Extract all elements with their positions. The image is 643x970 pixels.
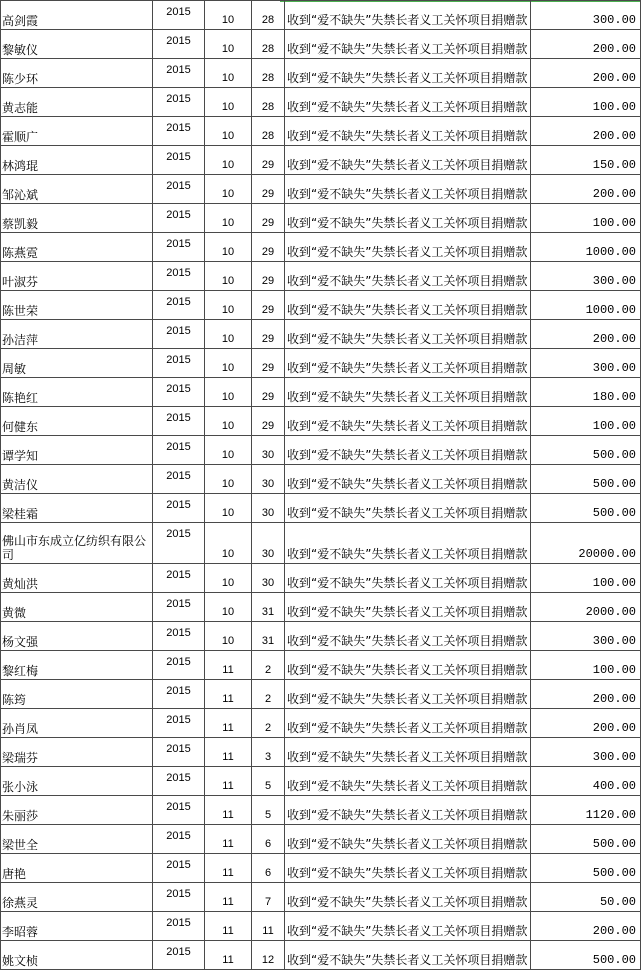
day-cell[interactable]: 29: [252, 378, 285, 407]
table-row: [1, 465, 641, 494]
year-cell[interactable]: 2015: [153, 593, 205, 622]
table-row: [1, 59, 641, 88]
description-cell[interactable]: 收到“爱不缺失”失禁长者义工关怀项目捐赠款: [285, 912, 531, 941]
description-cell[interactable]: 收到“爱不缺失”失禁长者义工关怀项目捐赠款: [285, 146, 531, 175]
description-cell[interactable]: 收到“爱不缺失”失禁长者义工关怀项目捐赠款: [285, 494, 531, 523]
day-cell[interactable]: 31: [252, 622, 285, 651]
donor-name-cell[interactable]: 孙洁萍: [1, 320, 153, 349]
description-cell[interactable]: 收到“爱不缺失”失禁长者义工关怀项目捐赠款: [285, 767, 531, 796]
month-cell[interactable]: 10: [205, 378, 252, 407]
day-cell[interactable]: 30: [252, 494, 285, 523]
year-cell[interactable]: 2015: [153, 465, 205, 494]
table-row: [1, 825, 641, 854]
donor-name-cell[interactable]: 杨文强: [1, 622, 153, 651]
year-cell[interactable]: 2015: [153, 709, 205, 738]
amount-cell[interactable]: 200.00: [531, 709, 641, 738]
year-cell[interactable]: 2015: [153, 59, 205, 88]
table-row: [1, 436, 641, 465]
day-cell[interactable]: 29: [252, 320, 285, 349]
month-cell[interactable]: 10: [205, 1, 252, 30]
day-cell[interactable]: 30: [252, 564, 285, 593]
month-cell[interactable]: 11: [205, 680, 252, 709]
amount-cell[interactable]: 50.00: [531, 883, 641, 912]
amount-cell[interactable]: 200.00: [531, 320, 641, 349]
month-cell[interactable]: 11: [205, 738, 252, 767]
day-cell[interactable]: 2: [252, 709, 285, 738]
table-row: [1, 262, 641, 291]
description-cell[interactable]: 收到“爱不缺失”失禁长者义工关怀项目捐赠款: [285, 564, 531, 593]
donation-table-body: [1, 1, 641, 970]
donor-name-cell[interactable]: 黄微: [1, 593, 153, 622]
donor-name-cell[interactable]: 高剑霞: [1, 1, 153, 30]
amount-cell[interactable]: 100.00: [531, 407, 641, 436]
year-cell[interactable]: 2015: [153, 941, 205, 970]
month-cell[interactable]: 11: [205, 767, 252, 796]
year-cell[interactable]: 2015: [153, 680, 205, 709]
description-cell[interactable]: 收到“爱不缺失”失禁长者义工关怀项目捐赠款: [285, 465, 531, 494]
month-cell[interactable]: 11: [205, 912, 252, 941]
amount-cell[interactable]: 200.00: [531, 175, 641, 204]
day-cell[interactable]: 5: [252, 796, 285, 825]
table-row: [1, 767, 641, 796]
month-cell[interactable]: 10: [205, 175, 252, 204]
year-cell[interactable]: 2015: [153, 825, 205, 854]
amount-cell[interactable]: 100.00: [531, 88, 641, 117]
donor-name-cell[interactable]: 唐艳: [1, 854, 153, 883]
donor-name-cell[interactable]: 徐燕灵: [1, 883, 153, 912]
day-cell[interactable]: 3: [252, 738, 285, 767]
donor-name-cell[interactable]: 黄洁仪: [1, 465, 153, 494]
year-cell[interactable]: 2015: [153, 883, 205, 912]
amount-cell[interactable]: 500.00: [531, 854, 641, 883]
year-cell[interactable]: 2015: [153, 349, 205, 378]
month-cell[interactable]: 10: [205, 233, 252, 262]
donor-name-cell[interactable]: 张小泳: [1, 767, 153, 796]
year-cell[interactable]: 2015: [153, 378, 205, 407]
description-cell[interactable]: 收到“爱不缺失”失禁长者义工关怀项目捐赠款: [285, 680, 531, 709]
table-row: [1, 233, 641, 262]
day-cell[interactable]: 6: [252, 825, 285, 854]
day-cell[interactable]: 28: [252, 88, 285, 117]
table-row: [1, 680, 641, 709]
donor-name-cell[interactable]: 黄志能: [1, 88, 153, 117]
table-row: [1, 738, 641, 767]
donor-name-cell[interactable]: 周敏: [1, 349, 153, 378]
description-cell[interactable]: 收到“爱不缺失”失禁长者义工关怀项目捐赠款: [285, 651, 531, 680]
amount-cell[interactable]: 150.00: [531, 146, 641, 175]
month-cell[interactable]: 11: [205, 651, 252, 680]
donor-name-cell[interactable]: 叶淑芬: [1, 262, 153, 291]
month-cell[interactable]: 10: [205, 593, 252, 622]
year-cell[interactable]: 2015: [153, 622, 205, 651]
day-cell[interactable]: 30: [252, 523, 285, 564]
donor-name-cell[interactable]: 陈艳红: [1, 378, 153, 407]
description-cell[interactable]: 收到“爱不缺失”失禁长者义工关怀项目捐赠款: [285, 854, 531, 883]
day-cell[interactable]: 6: [252, 854, 285, 883]
description-cell[interactable]: 收到“爱不缺失”失禁长者义工关怀项目捐赠款: [285, 622, 531, 651]
amount-cell[interactable]: 500.00: [531, 436, 641, 465]
month-cell[interactable]: 11: [205, 709, 252, 738]
amount-cell[interactable]: 2000.00: [531, 593, 641, 622]
year-cell[interactable]: 2015: [153, 854, 205, 883]
year-cell[interactable]: 2015: [153, 523, 205, 564]
year-cell[interactable]: 2015: [153, 175, 205, 204]
day-cell[interactable]: 2: [252, 680, 285, 709]
year-cell[interactable]: 2015: [153, 912, 205, 941]
table-row: [1, 796, 641, 825]
day-cell[interactable]: 29: [252, 407, 285, 436]
amount-cell[interactable]: 100.00: [531, 204, 641, 233]
donor-name-cell[interactable]: 黄灿洪: [1, 564, 153, 593]
amount-cell[interactable]: 20000.00: [531, 523, 641, 564]
description-cell[interactable]: 收到“爱不缺失”失禁长者义工关怀项目捐赠款: [285, 233, 531, 262]
day-cell[interactable]: 28: [252, 117, 285, 146]
table-row: [1, 175, 641, 204]
table-row: [1, 204, 641, 233]
donor-name-cell[interactable]: 梁瑞芬: [1, 738, 153, 767]
amount-cell[interactable]: 500.00: [531, 494, 641, 523]
amount-cell[interactable]: 100.00: [531, 564, 641, 593]
donor-name-cell[interactable]: 孙肖凤: [1, 709, 153, 738]
description-cell[interactable]: 收到“爱不缺失”失禁长者义工关怀项目捐赠款: [285, 59, 531, 88]
amount-cell[interactable]: 300.00: [531, 262, 641, 291]
year-cell[interactable]: 2015: [153, 233, 205, 262]
year-cell[interactable]: 2015: [153, 1, 205, 30]
month-cell[interactable]: 10: [205, 204, 252, 233]
donor-name-cell[interactable]: 佛山市东成立亿纺织有限公司: [1, 523, 153, 564]
description-cell[interactable]: 收到“爱不缺失”失禁长者义工关怀项目捐赠款: [285, 1, 531, 30]
month-cell[interactable]: 10: [205, 349, 252, 378]
month-cell[interactable]: 11: [205, 796, 252, 825]
month-cell[interactable]: 10: [205, 407, 252, 436]
year-cell[interactable]: 2015: [153, 738, 205, 767]
description-cell[interactable]: 收到“爱不缺失”失禁长者义工关怀项目捐赠款: [285, 320, 531, 349]
table-row: [1, 30, 641, 59]
description-cell[interactable]: 收到“爱不缺失”失禁长者义工关怀项目捐赠款: [285, 941, 531, 970]
month-cell[interactable]: 10: [205, 59, 252, 88]
day-cell[interactable]: 29: [252, 233, 285, 262]
month-cell[interactable]: 11: [205, 854, 252, 883]
day-cell[interactable]: 29: [252, 204, 285, 233]
description-cell[interactable]: 收到“爱不缺失”失禁长者义工关怀项目捐赠款: [285, 825, 531, 854]
amount-cell[interactable]: 300.00: [531, 738, 641, 767]
description-cell[interactable]: 收到“爱不缺失”失禁长者义工关怀项目捐赠款: [285, 738, 531, 767]
month-cell[interactable]: 11: [205, 941, 252, 970]
year-cell[interactable]: 2015: [153, 262, 205, 291]
table-row: [1, 146, 641, 175]
amount-cell[interactable]: 200.00: [531, 59, 641, 88]
day-cell[interactable]: 29: [252, 349, 285, 378]
day-cell[interactable]: 29: [252, 175, 285, 204]
donor-name-cell[interactable]: 李昭蓉: [1, 912, 153, 941]
donor-name-cell[interactable]: 陈燕霓: [1, 233, 153, 262]
amount-cell[interactable]: 1000.00: [531, 291, 641, 320]
donor-name-cell[interactable]: 朱丽莎: [1, 796, 153, 825]
table-row: [1, 117, 641, 146]
description-cell[interactable]: 收到“爱不缺失”失禁长者义工关怀项目捐赠款: [285, 378, 531, 407]
donor-name-cell[interactable]: 何健东: [1, 407, 153, 436]
table-row: [1, 912, 641, 941]
year-cell[interactable]: 2015: [153, 117, 205, 146]
donor-name-cell[interactable]: 邹沁斌: [1, 175, 153, 204]
donor-name-cell[interactable]: 黎红梅: [1, 651, 153, 680]
table-row: [1, 622, 641, 651]
month-cell[interactable]: 11: [205, 825, 252, 854]
donor-name-cell[interactable]: 梁世全: [1, 825, 153, 854]
description-cell[interactable]: 收到“爱不缺失”失禁长者义工关怀项目捐赠款: [285, 883, 531, 912]
month-cell[interactable]: 10: [205, 494, 252, 523]
year-cell[interactable]: 2015: [153, 88, 205, 117]
amount-cell[interactable]: 200.00: [531, 117, 641, 146]
donor-name-cell[interactable]: 陈世荣: [1, 291, 153, 320]
amount-cell[interactable]: 1000.00: [531, 233, 641, 262]
month-cell[interactable]: 10: [205, 436, 252, 465]
year-cell[interactable]: 2015: [153, 564, 205, 593]
year-cell[interactable]: 2015: [153, 320, 205, 349]
table-row: [1, 564, 641, 593]
day-cell[interactable]: 28: [252, 59, 285, 88]
donor-name-cell[interactable]: 霍顺广: [1, 117, 153, 146]
year-cell[interactable]: 2015: [153, 146, 205, 175]
day-cell[interactable]: 31: [252, 593, 285, 622]
year-cell[interactable]: 2015: [153, 767, 205, 796]
table-row: [1, 88, 641, 117]
description-cell[interactable]: 收到“爱不缺失”失禁长者义工关怀项目捐赠款: [285, 523, 531, 564]
month-cell[interactable]: 10: [205, 88, 252, 117]
year-cell[interactable]: 2015: [153, 494, 205, 523]
description-cell[interactable]: 收到“爱不缺失”失禁长者义工关怀项目捐赠款: [285, 593, 531, 622]
year-cell[interactable]: 2015: [153, 30, 205, 59]
description-cell[interactable]: 收到“爱不缺失”失禁长者义工关怀项目捐赠款: [285, 349, 531, 378]
table-row: [1, 883, 641, 912]
month-cell[interactable]: 10: [205, 262, 252, 291]
amount-cell[interactable]: 200.00: [531, 912, 641, 941]
day-cell[interactable]: 29: [252, 146, 285, 175]
amount-cell[interactable]: 500.00: [531, 465, 641, 494]
month-cell[interactable]: 10: [205, 465, 252, 494]
table-row: [1, 593, 641, 622]
amount-cell[interactable]: 300.00: [531, 349, 641, 378]
month-cell[interactable]: 10: [205, 117, 252, 146]
table-row: [1, 854, 641, 883]
amount-cell[interactable]: 180.00: [531, 378, 641, 407]
month-cell[interactable]: 10: [205, 622, 252, 651]
table-row: [1, 320, 641, 349]
year-cell[interactable]: 2015: [153, 796, 205, 825]
day-cell[interactable]: 29: [252, 291, 285, 320]
description-cell[interactable]: 收到“爱不缺失”失禁长者义工关怀项目捐赠款: [285, 407, 531, 436]
month-cell[interactable]: 10: [205, 291, 252, 320]
year-cell[interactable]: 2015: [153, 204, 205, 233]
donor-name-cell[interactable]: 蔡凯毅: [1, 204, 153, 233]
description-cell[interactable]: 收到“爱不缺失”失禁长者义工关怀项目捐赠款: [285, 175, 531, 204]
day-cell[interactable]: 28: [252, 1, 285, 30]
description-cell[interactable]: 收到“爱不缺失”失禁长者义工关怀项目捐赠款: [285, 262, 531, 291]
day-cell[interactable]: 30: [252, 465, 285, 494]
amount-cell[interactable]: 1120.00: [531, 796, 641, 825]
day-cell[interactable]: 5: [252, 767, 285, 796]
day-cell[interactable]: 28: [252, 30, 285, 59]
day-cell[interactable]: 29: [252, 262, 285, 291]
table-row: [1, 378, 641, 407]
donor-name-cell[interactable]: 陈筠: [1, 680, 153, 709]
year-cell[interactable]: 2015: [153, 291, 205, 320]
amount-cell[interactable]: 100.00: [531, 651, 641, 680]
amount-cell[interactable]: 300.00: [531, 1, 641, 30]
amount-cell[interactable]: 300.00: [531, 622, 641, 651]
donor-name-cell[interactable]: 梁桂霜: [1, 494, 153, 523]
description-cell[interactable]: 收到“爱不缺失”失禁长者义工关怀项目捐赠款: [285, 796, 531, 825]
description-cell[interactable]: 收到“爱不缺失”失禁长者义工关怀项目捐赠款: [285, 117, 531, 146]
description-cell[interactable]: 收到“爱不缺失”失禁长者义工关怀项目捐赠款: [285, 88, 531, 117]
year-cell[interactable]: 2015: [153, 407, 205, 436]
amount-cell[interactable]: 200.00: [531, 680, 641, 709]
month-cell[interactable]: 10: [205, 30, 252, 59]
table-row: [1, 349, 641, 378]
description-cell[interactable]: 收到“爱不缺失”失禁长者义工关怀项目捐赠款: [285, 291, 531, 320]
donor-name-cell[interactable]: 林鸿琨: [1, 146, 153, 175]
day-cell[interactable]: 2: [252, 651, 285, 680]
donor-name-cell[interactable]: 谭学知: [1, 436, 153, 465]
amount-cell[interactable]: 200.00: [531, 30, 641, 59]
year-cell[interactable]: 2015: [153, 436, 205, 465]
amount-cell[interactable]: 400.00: [531, 767, 641, 796]
day-cell[interactable]: 12: [252, 941, 285, 970]
donor-name-cell[interactable]: 黎敏仪: [1, 30, 153, 59]
table-row: [1, 651, 641, 680]
description-cell[interactable]: 收到“爱不缺失”失禁长者义工关怀项目捐赠款: [285, 436, 531, 465]
day-cell[interactable]: 11: [252, 912, 285, 941]
table-row: [1, 1, 641, 30]
day-cell[interactable]: 30: [252, 436, 285, 465]
table-row: [1, 941, 641, 970]
month-cell[interactable]: 10: [205, 564, 252, 593]
year-cell[interactable]: 2015: [153, 651, 205, 680]
month-cell[interactable]: 10: [205, 320, 252, 349]
month-cell[interactable]: 10: [205, 523, 252, 564]
description-cell[interactable]: 收到“爱不缺失”失禁长者义工关怀项目捐赠款: [285, 30, 531, 59]
donor-name-cell[interactable]: 陈少环: [1, 59, 153, 88]
amount-cell[interactable]: 500.00: [531, 941, 641, 970]
donor-name-cell[interactable]: 姚文桢: [1, 941, 153, 970]
description-cell[interactable]: 收到“爱不缺失”失禁长者义工关怀项目捐赠款: [285, 204, 531, 233]
day-cell[interactable]: 7: [252, 883, 285, 912]
table-row: [1, 523, 641, 564]
amount-cell[interactable]: 500.00: [531, 825, 641, 854]
table-row: [1, 709, 641, 738]
month-cell[interactable]: 11: [205, 883, 252, 912]
table-row: [1, 407, 641, 436]
table-row: [1, 291, 641, 320]
table-row: [1, 494, 641, 523]
description-cell[interactable]: 收到“爱不缺失”失禁长者义工关怀项目捐赠款: [285, 709, 531, 738]
month-cell[interactable]: 10: [205, 146, 252, 175]
